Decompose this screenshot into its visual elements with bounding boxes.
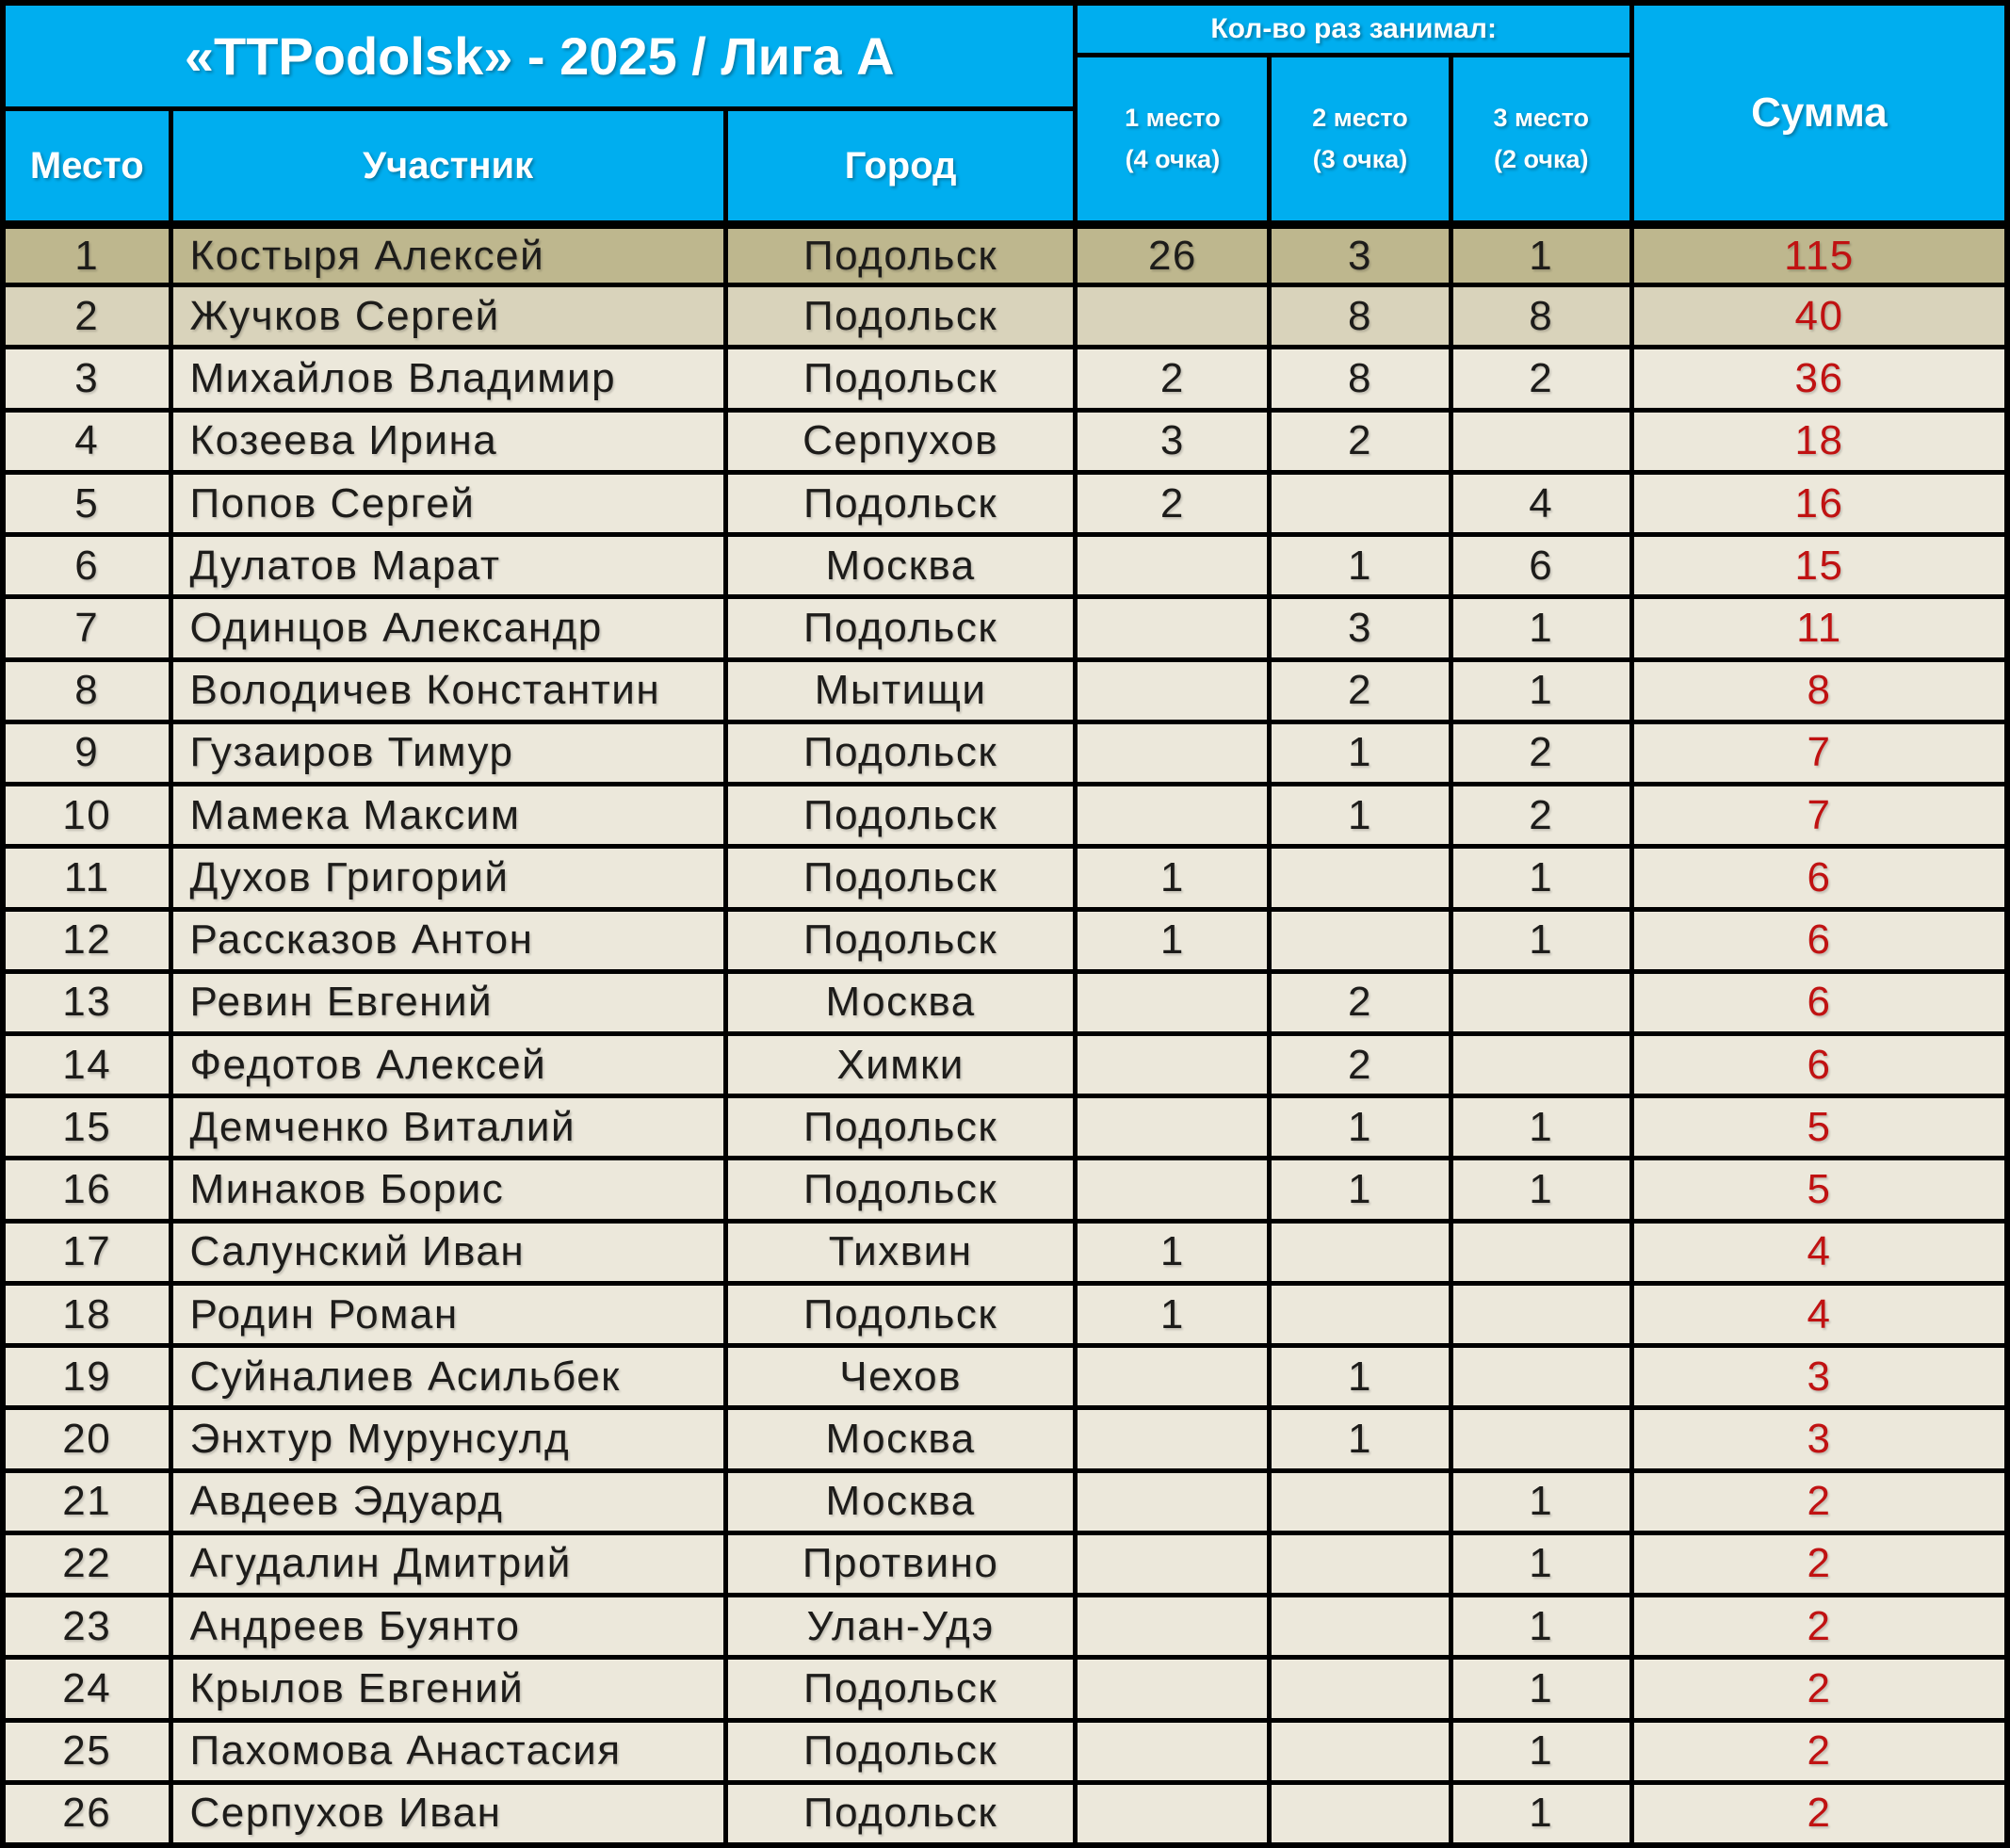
first-place-count-cell bbox=[1078, 1098, 1267, 1156]
participant-cell: Энхтур Мурунсулд bbox=[173, 1410, 723, 1467]
third-place-count-cell: 1 bbox=[1453, 1160, 1629, 1218]
participant-cell: Пахомова Анастасия bbox=[173, 1723, 723, 1780]
place-cell: 1 bbox=[6, 225, 169, 283]
participant-cell: Минаков Борис bbox=[173, 1160, 723, 1218]
city-cell: Тихвин bbox=[728, 1224, 1074, 1281]
third-place-count-cell: 2 bbox=[1453, 349, 1629, 407]
place-cell: 25 bbox=[6, 1723, 169, 1780]
third-place-count-cell: 1 bbox=[1453, 1785, 1629, 1842]
times-group-header: Кол-во раз занимал: bbox=[1078, 6, 1629, 53]
place-cell: 7 bbox=[6, 599, 169, 657]
sum-cell: 3 bbox=[1634, 1348, 2004, 1405]
sum-cell: 2 bbox=[1634, 1785, 2004, 1842]
sum-cell: 2 bbox=[1634, 1473, 2004, 1531]
first-place-count-cell bbox=[1078, 1160, 1267, 1218]
city-cell: Подольск bbox=[728, 287, 1074, 345]
sum-cell: 15 bbox=[1634, 537, 2004, 594]
first-place-count-cell bbox=[1078, 662, 1267, 720]
sum-cell: 5 bbox=[1634, 1160, 2004, 1218]
city-cell: Подольск bbox=[728, 724, 1074, 782]
second-place-count-cell: 2 bbox=[1272, 974, 1448, 1031]
place-cell: 11 bbox=[6, 849, 169, 906]
city-cell: Протвино bbox=[728, 1535, 1074, 1593]
first-place-count-cell bbox=[1078, 1723, 1267, 1780]
second-place-count-cell bbox=[1272, 1660, 1448, 1717]
city-cell: Подольск bbox=[728, 1660, 1074, 1717]
place-cell: 15 bbox=[6, 1098, 169, 1156]
participant-cell: Костыря Алексей bbox=[173, 225, 723, 283]
first-place-count-cell bbox=[1078, 1348, 1267, 1405]
place-cell: 12 bbox=[6, 912, 169, 969]
third-place-count-cell: 1 bbox=[1453, 1535, 1629, 1593]
second-place-count-cell: 2 bbox=[1272, 413, 1448, 470]
place-cell: 2 bbox=[6, 287, 169, 345]
sum-cell: 36 bbox=[1634, 349, 2004, 407]
second-place-count-cell: 3 bbox=[1272, 599, 1448, 657]
first-place-points: (4 очка) bbox=[1125, 144, 1221, 173]
participant-cell: Володичев Константин bbox=[173, 662, 723, 720]
second-place-count-cell: 1 bbox=[1272, 786, 1448, 844]
sum-cell: 2 bbox=[1634, 1723, 2004, 1780]
third-place-count-cell: 1 bbox=[1453, 849, 1629, 906]
sum-cell: 16 bbox=[1634, 475, 2004, 532]
participant-cell: Серпухов Иван bbox=[173, 1785, 723, 1842]
place-cell: 21 bbox=[6, 1473, 169, 1531]
sum-cell: 7 bbox=[1634, 786, 2004, 844]
participant-cell: Ревин Евгений bbox=[173, 974, 723, 1031]
place-cell: 18 bbox=[6, 1286, 169, 1343]
first-place-count-cell bbox=[1078, 1535, 1267, 1593]
participant-cell: Духов Григорий bbox=[173, 849, 723, 906]
third-place-count-cell: 1 bbox=[1453, 662, 1629, 720]
city-cell: Подольск bbox=[728, 786, 1074, 844]
second-place-count-cell: 1 bbox=[1272, 1348, 1448, 1405]
sum-cell: 18 bbox=[1634, 413, 2004, 470]
second-place-count-cell bbox=[1272, 1723, 1448, 1780]
second-place-count-cell: 2 bbox=[1272, 1036, 1448, 1094]
participant-cell: Федотов Алексей bbox=[173, 1036, 723, 1094]
city-cell: Москва bbox=[728, 1473, 1074, 1531]
second-place-count-cell: 3 bbox=[1272, 225, 1448, 283]
city-cell: Подольск bbox=[728, 1160, 1074, 1218]
place-cell: 3 bbox=[6, 349, 169, 407]
city-cell: Москва bbox=[728, 1410, 1074, 1467]
participant-cell: Авдеев Эдуард bbox=[173, 1473, 723, 1531]
participant-cell: Михайлов Владимир bbox=[173, 349, 723, 407]
place-cell: 17 bbox=[6, 1224, 169, 1281]
sum-cell: 6 bbox=[1634, 912, 2004, 969]
third-place-count-cell: 1 bbox=[1453, 1098, 1629, 1156]
place-cell: 22 bbox=[6, 1535, 169, 1593]
place-cell: 6 bbox=[6, 537, 169, 594]
sum-cell: 7 bbox=[1634, 724, 2004, 782]
participant-cell: Салунский Иван bbox=[173, 1224, 723, 1281]
column-header-third-place bbox=[1453, 57, 1629, 220]
first-place-count-cell bbox=[1078, 1410, 1267, 1467]
third-place-count-cell: 2 bbox=[1453, 724, 1629, 782]
second-place-count-cell bbox=[1272, 475, 1448, 532]
first-place-count-cell: 2 bbox=[1078, 349, 1267, 407]
first-place-count-cell bbox=[1078, 1785, 1267, 1842]
participant-cell: Гузаиров Тимур bbox=[173, 724, 723, 782]
sum-cell: 40 bbox=[1634, 287, 2004, 345]
place-cell: 8 bbox=[6, 662, 169, 720]
third-place-count-cell bbox=[1453, 974, 1629, 1031]
second-place-count-cell: 1 bbox=[1272, 537, 1448, 594]
second-place-count-cell bbox=[1272, 1473, 1448, 1531]
sum-cell: 6 bbox=[1634, 849, 2004, 906]
page-title: «TTPodolsk» - 2025 / Лига А bbox=[6, 6, 1073, 106]
third-place-count-cell bbox=[1453, 1286, 1629, 1343]
sum-cell: 4 bbox=[1634, 1286, 2004, 1343]
first-place-count-cell bbox=[1078, 1597, 1267, 1655]
participant-cell: Козеева Ирина bbox=[173, 413, 723, 470]
second-place-count-cell bbox=[1272, 849, 1448, 906]
sum-cell: 2 bbox=[1634, 1660, 2004, 1717]
first-place-count-cell bbox=[1078, 537, 1267, 594]
second-place-count-cell bbox=[1272, 1535, 1448, 1593]
second-place-points: (3 очка) bbox=[1312, 144, 1408, 173]
column-header-place: Место bbox=[6, 111, 169, 220]
place-cell: 23 bbox=[6, 1597, 169, 1655]
second-place-count-cell: 1 bbox=[1272, 724, 1448, 782]
second-place-count-cell: 8 bbox=[1272, 287, 1448, 345]
city-cell: Москва bbox=[728, 537, 1074, 594]
first-place-count-cell bbox=[1078, 1660, 1267, 1717]
sum-cell: 5 bbox=[1634, 1098, 2004, 1156]
participant-cell: Агудалин Дмитрий bbox=[173, 1535, 723, 1593]
city-cell: Чехов bbox=[728, 1348, 1074, 1405]
place-cell: 5 bbox=[6, 475, 169, 532]
city-cell: Подольск bbox=[728, 1098, 1074, 1156]
participant-cell: Попов Сергей bbox=[173, 475, 723, 532]
first-place-count-cell bbox=[1078, 724, 1267, 782]
city-cell: Химки bbox=[728, 1036, 1074, 1094]
participant-cell: Крылов Евгений bbox=[173, 1660, 723, 1717]
first-place-count-cell: 26 bbox=[1078, 225, 1267, 283]
column-header-first-place bbox=[1078, 57, 1267, 220]
city-cell: Москва bbox=[728, 974, 1074, 1031]
column-header-sum: Сумма bbox=[1634, 6, 2004, 220]
third-place-count-cell: 6 bbox=[1453, 537, 1629, 594]
participant-cell: Андреев Буянто bbox=[173, 1597, 723, 1655]
city-cell: Подольск bbox=[728, 475, 1074, 532]
third-place-count-cell: 2 bbox=[1453, 786, 1629, 844]
sum-cell: 11 bbox=[1634, 599, 2004, 657]
place-cell: 9 bbox=[6, 724, 169, 782]
place-cell: 26 bbox=[6, 1785, 169, 1842]
first-place-count-cell: 1 bbox=[1078, 1286, 1267, 1343]
first-place-count-cell: 1 bbox=[1078, 912, 1267, 969]
sum-cell: 115 bbox=[1634, 225, 2004, 283]
second-place-count-cell: 1 bbox=[1272, 1098, 1448, 1156]
sum-cell: 2 bbox=[1634, 1535, 2004, 1593]
place-cell: 20 bbox=[6, 1410, 169, 1467]
sum-cell: 8 bbox=[1634, 662, 2004, 720]
first-place-count-cell bbox=[1078, 287, 1267, 345]
participant-cell: Мамека Максим bbox=[173, 786, 723, 844]
second-place-count-cell bbox=[1272, 1224, 1448, 1281]
participant-cell: Одинцов Александр bbox=[173, 599, 723, 657]
first-place-count-cell bbox=[1078, 1473, 1267, 1531]
second-place-count-cell: 2 bbox=[1272, 662, 1448, 720]
place-cell: 10 bbox=[6, 786, 169, 844]
place-cell: 14 bbox=[6, 1036, 169, 1094]
city-cell: Подольск bbox=[728, 349, 1074, 407]
first-place-count-cell: 2 bbox=[1078, 475, 1267, 532]
sum-cell: 4 bbox=[1634, 1224, 2004, 1281]
first-place-count-cell bbox=[1078, 974, 1267, 1031]
third-place-count-cell: 1 bbox=[1453, 225, 1629, 283]
sum-cell: 2 bbox=[1634, 1597, 2004, 1655]
city-cell: Подольск bbox=[728, 1723, 1074, 1780]
first-place-count-cell bbox=[1078, 1036, 1267, 1094]
third-place-count-cell bbox=[1453, 1036, 1629, 1094]
first-place-label: 1 место bbox=[1125, 104, 1221, 133]
city-cell: Подольск bbox=[728, 225, 1074, 283]
participant-cell: Демченко Виталий bbox=[173, 1098, 723, 1156]
sum-cell: 3 bbox=[1634, 1410, 2004, 1467]
participant-cell: Суйналиев Асильбек bbox=[173, 1348, 723, 1405]
second-place-label: 2 место bbox=[1312, 104, 1408, 133]
second-place-count-cell bbox=[1272, 912, 1448, 969]
second-place-count-cell bbox=[1272, 1286, 1448, 1343]
place-cell: 13 bbox=[6, 974, 169, 1031]
second-place-count-cell: 1 bbox=[1272, 1160, 1448, 1218]
city-cell: Подольск bbox=[728, 1785, 1074, 1842]
place-cell: 16 bbox=[6, 1160, 169, 1218]
third-place-count-cell: 8 bbox=[1453, 287, 1629, 345]
third-place-count-cell bbox=[1453, 1410, 1629, 1467]
city-cell: Подольск bbox=[728, 912, 1074, 969]
third-place-count-cell: 1 bbox=[1453, 1473, 1629, 1531]
third-place-count-cell: 1 bbox=[1453, 599, 1629, 657]
first-place-count-cell bbox=[1078, 599, 1267, 657]
second-place-count-cell bbox=[1272, 1597, 1448, 1655]
city-cell: Подольск bbox=[728, 599, 1074, 657]
city-cell: Улан-Удэ bbox=[728, 1597, 1074, 1655]
participant-cell: Родин Роман bbox=[173, 1286, 723, 1343]
third-place-count-cell: 1 bbox=[1453, 1597, 1629, 1655]
column-header-city: Город bbox=[728, 111, 1074, 220]
second-place-count-cell: 8 bbox=[1272, 349, 1448, 407]
first-place-count-cell: 3 bbox=[1078, 413, 1267, 470]
city-cell: Серпухов bbox=[728, 413, 1074, 470]
participant-cell: Рассказов Антон bbox=[173, 912, 723, 969]
first-place-count-cell: 1 bbox=[1078, 1224, 1267, 1281]
third-place-count-cell bbox=[1453, 1348, 1629, 1405]
second-place-count-cell: 1 bbox=[1272, 1410, 1448, 1467]
city-cell: Подольск bbox=[728, 849, 1074, 906]
third-place-count-cell bbox=[1453, 1224, 1629, 1281]
third-place-count-cell: 1 bbox=[1453, 1660, 1629, 1717]
sum-cell: 6 bbox=[1634, 1036, 2004, 1094]
first-place-count-cell: 1 bbox=[1078, 849, 1267, 906]
third-place-points: (2 очка) bbox=[1494, 144, 1589, 173]
column-header-second-place bbox=[1272, 57, 1448, 220]
participant-cell: Жучков Сергей bbox=[173, 287, 723, 345]
third-place-count-cell: 1 bbox=[1453, 1723, 1629, 1780]
third-place-label: 3 место bbox=[1493, 104, 1590, 133]
second-place-count-cell bbox=[1272, 1785, 1448, 1842]
column-header-participant: Участник bbox=[173, 111, 723, 220]
third-place-count-cell: 4 bbox=[1453, 475, 1629, 532]
third-place-count-cell bbox=[1453, 413, 1629, 470]
place-cell: 4 bbox=[6, 413, 169, 470]
first-place-count-cell bbox=[1078, 786, 1267, 844]
city-cell: Подольск bbox=[728, 1286, 1074, 1343]
place-cell: 24 bbox=[6, 1660, 169, 1717]
sum-cell: 6 bbox=[1634, 974, 2004, 1031]
participant-cell: Дулатов Марат bbox=[173, 537, 723, 594]
third-place-count-cell: 1 bbox=[1453, 912, 1629, 969]
city-cell: Мытищи bbox=[728, 662, 1074, 720]
place-cell: 19 bbox=[6, 1348, 169, 1405]
